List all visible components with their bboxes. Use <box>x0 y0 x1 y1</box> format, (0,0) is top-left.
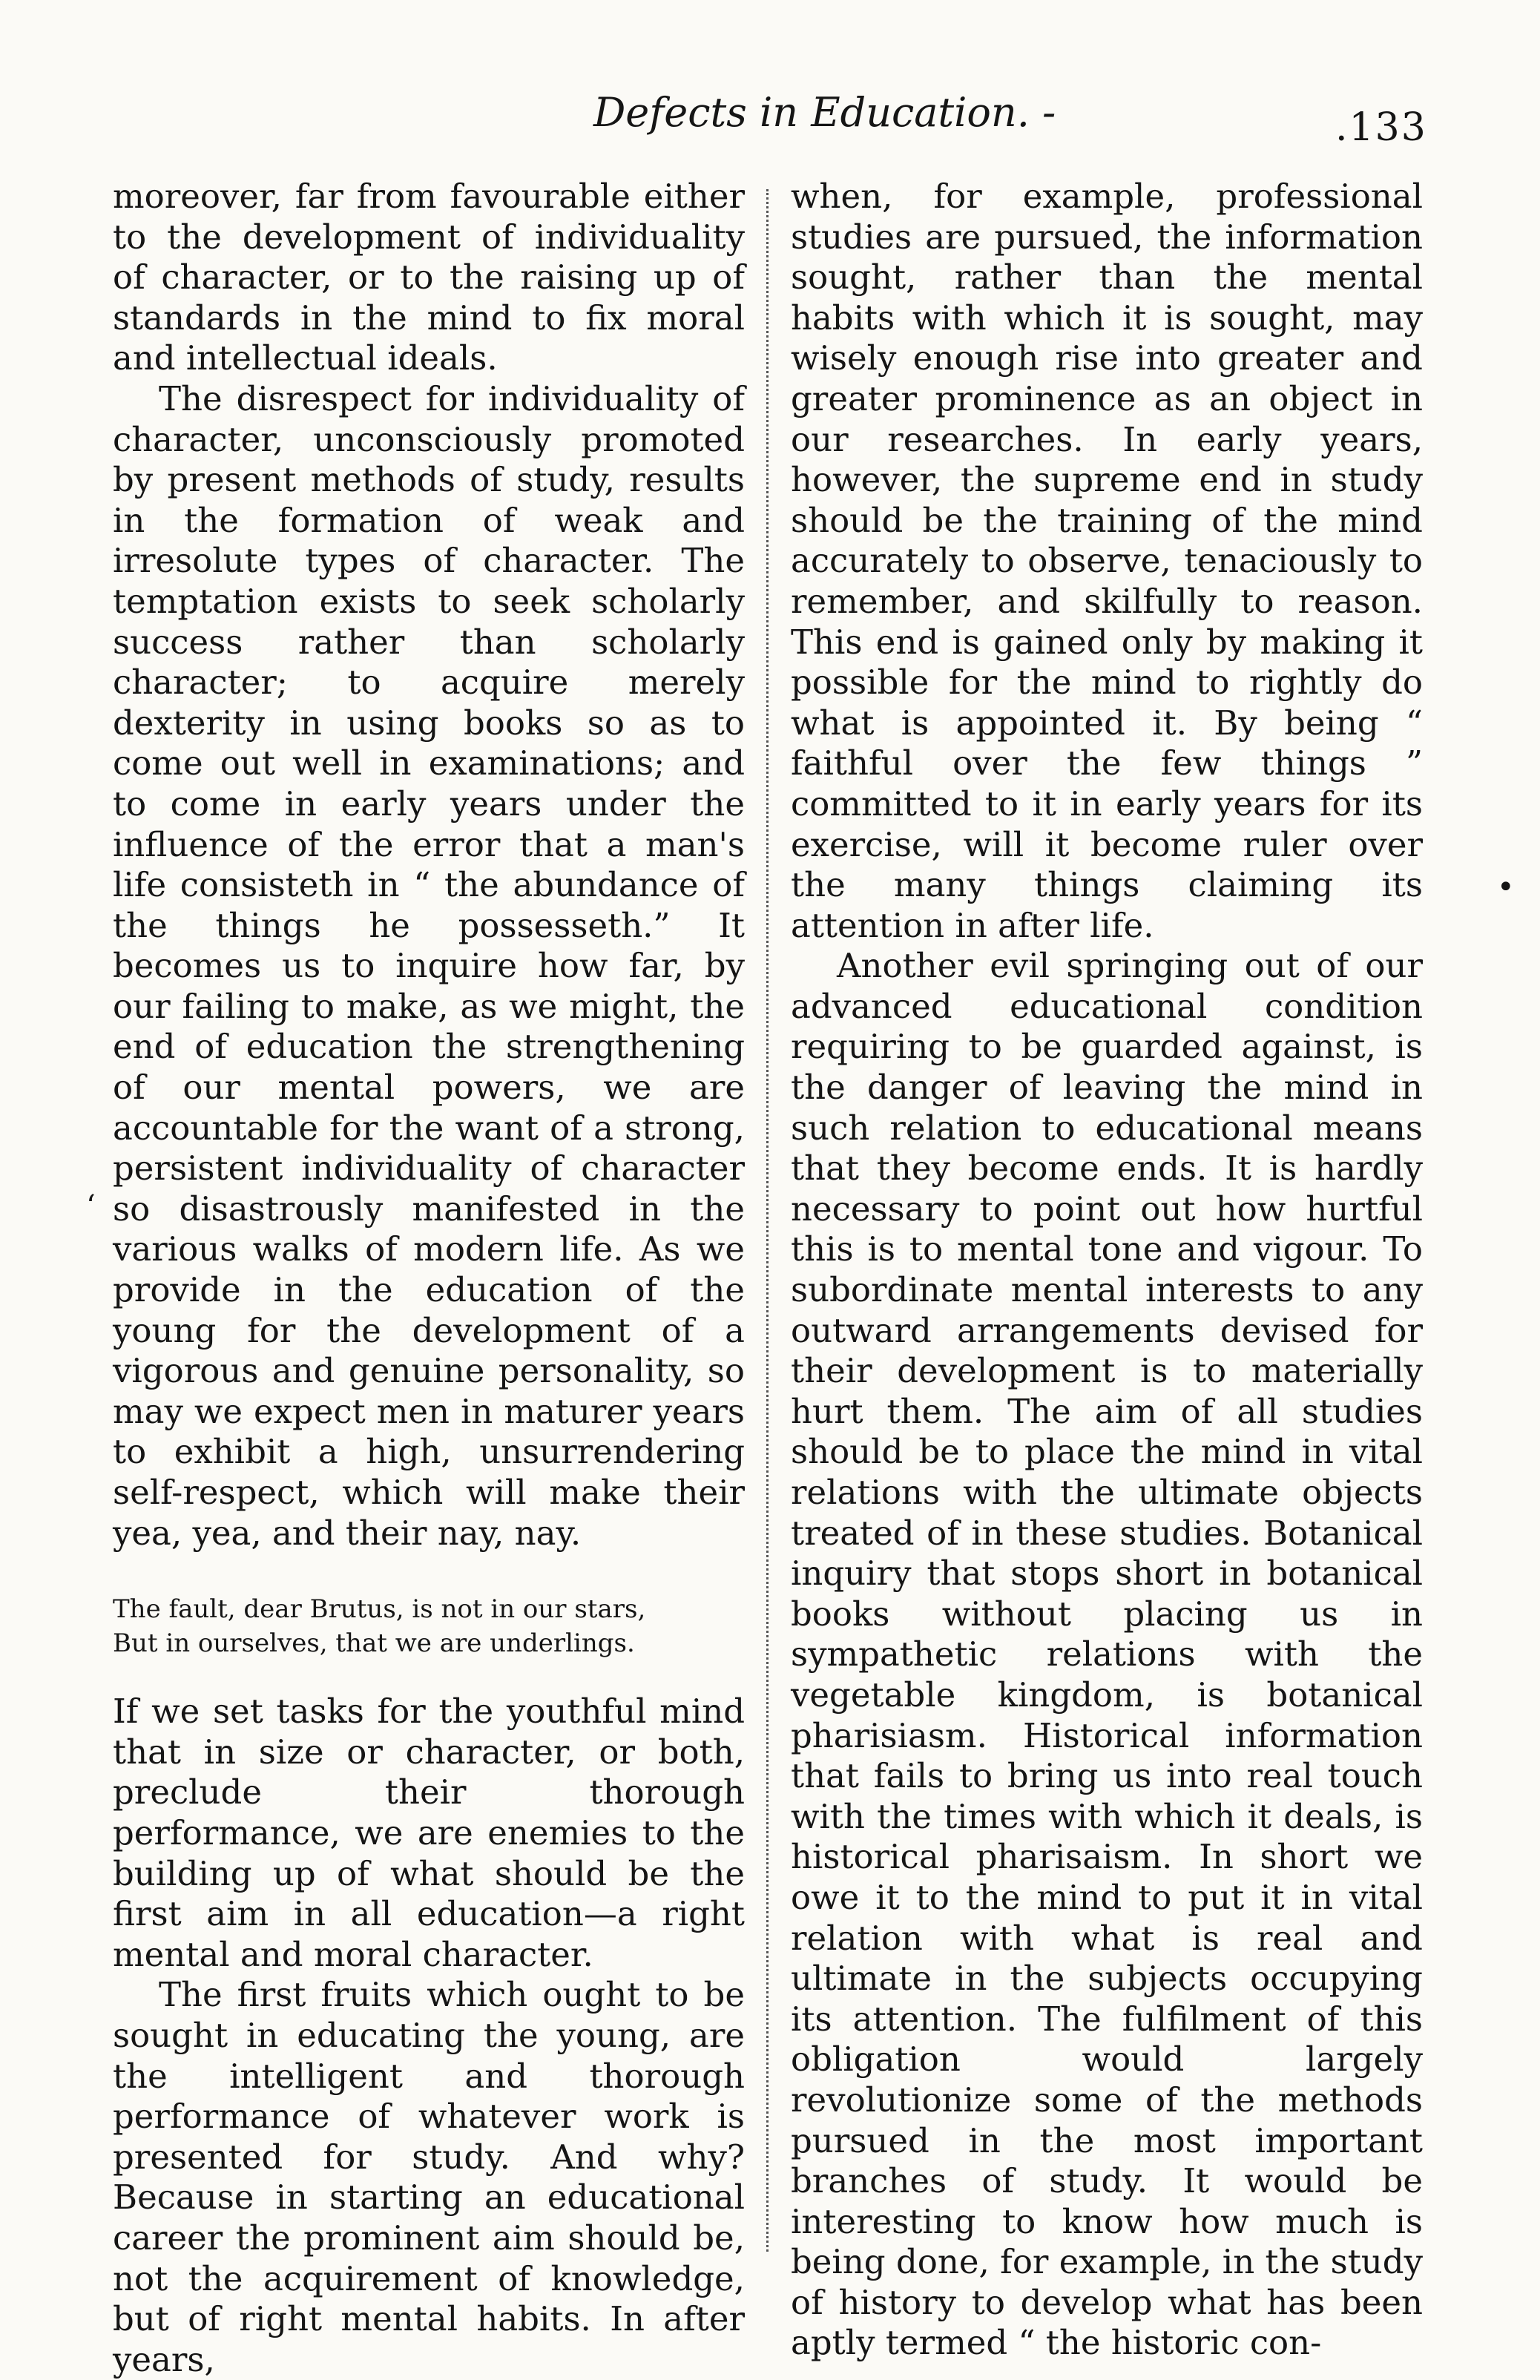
margin-mark-right: • <box>1497 870 1515 904</box>
running-head <box>0 83 1540 150</box>
right-paragraph-2: Another evil springing out of our advanced educational condition requiring to be guarded against, is the danger of leaving the mind in such relation to educational means that they become ends. It is hardly necessary to point out how hurtful this is to mental tone and vigour. To subordinate mental interests to any outward arrangements devised for their development is to materially hurt them. The aim of all studies should be to place the mind in vital relations with the ultimate objects treated of in these studies. Botanical inquiry that stops short in botanical books without placing us in sympathetic relations with the vegetable kingdom, is botanical pharisiasm. Historical information that fails to bring us into real touch with the times with which it deals, is historical pharisaism. In short we owe it to the mind to put it in vital relation with what is real and ultimate in the subjects occupying its attention. The fulfilment of this obligation would largely revolutionize some of the methods pursued in the most important branches of study. It would be interesting to know how much is being done, for example, in the study of history to develop what has been aptly termed “ the historic con- <box>791 946 1423 2363</box>
right-paragraph-1: when, for example, professional studies are pursued, the information sought, rather than the mental habits with which it is sought, may wisely enough rise into greater and greater prominence as an object in our researches. In early years, however, the supreme end in study should be the training of the mind accurately to observe, tenaciously to remember, and skilfully to reason. This end is gained only by making it possible for the mind to rightly do what is appointed it. By being “ faithful over the few things ” committed to it in early years for its exercise, will it become ruler over the many things claiming its attention in after life. <box>791 177 1423 945</box>
margin-mark-left: ‘ <box>86 1189 96 1223</box>
left-column <box>113 177 745 2380</box>
quote-line-1: The fault, dear Brutus, is not in our stars, <box>113 1594 646 1625</box>
left-paragraph-2: The disrespect for individuality of character, unconsciously promoted by present methods of study, results in the formation of weak and irresolute types of character. The temptation exists to seek scholarly success rather than scholarly character; to acquire merely dexterity in using books so as to come out well in examinations; and to come in early years under the influence of the error that a man's life consisteth in “ the abundance of the things he possesseth.” It becomes us to inquire how far, by our failing to make, as we might, the end of education the strengthening of our mental powers, we are accountable for the want of a strong, persistent individuality of character so disastrously manifested in the various walks of modern life. As we provide in the education of the young for the development of a vigorous and genuine personality, so may we expect men in maturer years to exhibit a high, unsurrendering self-respect, which will make their yea, yea, and their nay, nay. <box>113 378 745 1553</box>
left-paragraph-3: If we set tasks for the youthful mind that in size or character, or both, preclude their thorough performance, we are enemies to the building up of what should be the first aim in all education—a right mental and moral character. <box>113 1692 745 1974</box>
page-number: .133 <box>1335 105 1427 150</box>
block-quote <box>113 1592 745 1660</box>
left-paragraph-1: moreover, far from favourable either to the development of individuality of character, or to the raising up of standards in the mind to fix moral and intellectual ideals. <box>113 177 745 378</box>
column-divider <box>766 189 769 2252</box>
right-column <box>791 177 1423 2364</box>
running-title: Defects in Education. - <box>593 89 1056 136</box>
left-paragraph-4: The first fruits which ought to be sought in educating the young, are the intelligent and thorough performance of whatever work is presented for study. And why? Because in starting an educational career the prominent aim should be, not the acquirement of knowledge, but of right mental habits. In after years, <box>113 1975 745 2379</box>
quote-line-2: But in ourselves, that we are underlings. <box>113 1628 635 1659</box>
